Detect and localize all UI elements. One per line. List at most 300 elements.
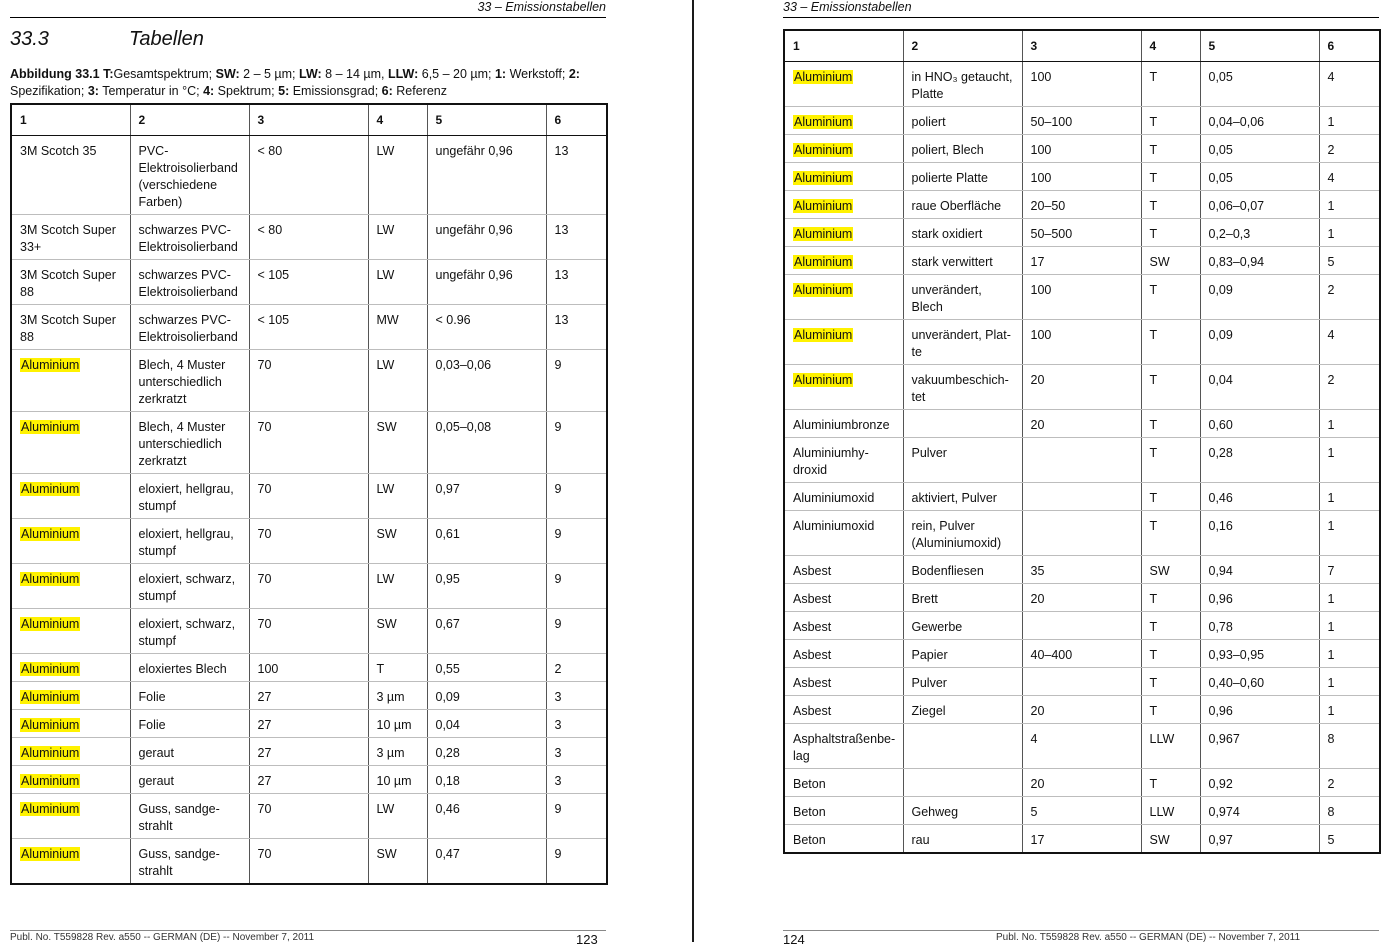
table-cell (784, 163, 903, 191)
table-cell: T (1141, 107, 1200, 135)
table-cell: Brett (903, 584, 1022, 612)
table-cell: Blech, 4 Muster unterschiedlich zerkratzt (130, 350, 249, 412)
search-highlight: Aluminium (21, 482, 80, 496)
table-cell (1022, 612, 1141, 640)
table-cell: 0,95 (427, 564, 546, 609)
table-row (784, 62, 1380, 107)
table-row (784, 556, 1380, 584)
table-cell (903, 410, 1022, 438)
table-cell: 9 (546, 564, 607, 609)
table-row (784, 584, 1380, 612)
table-cell: 70 (249, 839, 368, 885)
table-cell: T (1141, 640, 1200, 668)
table-cell: SW (368, 839, 427, 885)
table-cell: 0,05 (1200, 135, 1319, 163)
table-cell (11, 738, 130, 766)
table-cell (11, 654, 130, 682)
table-cell: T (1141, 365, 1200, 410)
table-cell: 2 (546, 654, 607, 682)
search-highlight: Aluminium (794, 328, 853, 342)
table-cell: 0,16 (1200, 511, 1319, 556)
table-cell: 4 (1319, 320, 1380, 365)
table-cell: T (1141, 668, 1200, 696)
table-row (11, 682, 607, 710)
table-row (784, 320, 1380, 365)
table-cell: LW (368, 215, 427, 260)
table-cell: 20 (1022, 769, 1141, 797)
table-cell: 100 (1022, 62, 1141, 107)
table-cell: T (1141, 483, 1200, 511)
table-cell (11, 519, 130, 564)
table-row (11, 305, 607, 350)
table-cell: stark oxidiert (903, 219, 1022, 247)
table-cell (784, 247, 903, 275)
table-cell (1022, 483, 1141, 511)
table-cell: 1 (1319, 668, 1380, 696)
table-cell: eloxiert, hellgrau, stumpf (130, 474, 249, 519)
table-cell: 13 (546, 136, 607, 215)
table-cell: vakuumbeschichtet (903, 365, 1022, 410)
table-cell: 3 µm (368, 738, 427, 766)
table-cell: Blech, 4 Muster unterschiedlich zerkratzt (130, 412, 249, 474)
table-cell: 0,04 (427, 710, 546, 738)
column-header: 5 (1200, 30, 1319, 62)
page-spine (692, 0, 694, 942)
table-cell: unverändert, Blech (903, 275, 1022, 320)
column-header: 6 (1319, 30, 1380, 62)
table-cell: T (1141, 135, 1200, 163)
table-cell (903, 769, 1022, 797)
table-cell (11, 564, 130, 609)
table-cell: ungefähr 0,96 (427, 215, 546, 260)
caption-fragment: 2 – 5 µm; (239, 67, 299, 81)
table-cell: 2 (1319, 135, 1380, 163)
table-cell: 20 (1022, 410, 1141, 438)
table-cell (11, 350, 130, 412)
table-cell: 1 (1319, 511, 1380, 556)
table-cell: 0,78 (1200, 612, 1319, 640)
table-cell: 3M Scotch Super 88 (11, 260, 130, 305)
table-cell: T (1141, 163, 1200, 191)
table-cell: 0,96 (1200, 584, 1319, 612)
search-highlight: Aluminium (21, 746, 80, 760)
table-cell (784, 365, 903, 410)
table-cell: 1 (1319, 410, 1380, 438)
table-cell: 10 µm (368, 710, 427, 738)
table-cell (1022, 511, 1141, 556)
table-cell: 1 (1319, 584, 1380, 612)
table-cell: unverändert, Platte (903, 320, 1022, 365)
table-cell: 0,06–0,07 (1200, 191, 1319, 219)
table-cell: < 105 (249, 305, 368, 350)
table-cell: 0,83–0,94 (1200, 247, 1319, 275)
table-row (11, 260, 607, 305)
table-cell: 70 (249, 412, 368, 474)
table-cell: 20 (1022, 584, 1141, 612)
table-cell: 0,05–0,08 (427, 412, 546, 474)
table-cell: 3M Scotch Super 88 (11, 305, 130, 350)
table-cell: 27 (249, 682, 368, 710)
table-cell (784, 107, 903, 135)
table-cell: stark verwittert (903, 247, 1022, 275)
table-cell: schwarzes PVC-Elektroisolierband (130, 305, 249, 350)
table-cell: schwarzes PVC-Elektroisolierband (130, 260, 249, 305)
table-cell: 8 (1319, 724, 1380, 769)
table-cell (784, 62, 903, 107)
table-cell: Pulver (903, 438, 1022, 483)
table-cell: Guss, sandgestrahlt (130, 794, 249, 839)
table-cell: geraut (130, 766, 249, 794)
table-cell: in HNO₃ getaucht, Platte (903, 62, 1022, 107)
caption-fragment: T: (99, 67, 114, 81)
table-cell: 40–400 (1022, 640, 1141, 668)
table-cell: eloxiert, schwarz, stumpf (130, 564, 249, 609)
caption-fragment: Abbildung 33.1 (10, 67, 100, 81)
table-row (784, 438, 1380, 483)
table-cell: T (1141, 438, 1200, 483)
table-cell: 2 (1319, 365, 1380, 410)
table-cell: SW (1141, 825, 1200, 854)
table-cell: SW (368, 609, 427, 654)
table-cell: T (1141, 696, 1200, 724)
table-cell: 0,47 (427, 839, 546, 885)
right-page (696, 0, 1387, 947)
table-cell: MW (368, 305, 427, 350)
caption-fragment: 2: (568, 67, 580, 81)
table-cell: LW (368, 474, 427, 519)
search-highlight: Aluminium (21, 527, 80, 541)
table-row (11, 710, 607, 738)
search-highlight: Aluminium (794, 373, 853, 387)
table-cell: 9 (546, 474, 607, 519)
table-cell (784, 135, 903, 163)
table-row (784, 769, 1380, 797)
table-cell: < 0.96 (427, 305, 546, 350)
column-header: 5 (427, 104, 546, 136)
table-cell: 0,60 (1200, 410, 1319, 438)
table-cell: rau (903, 825, 1022, 854)
table-row (11, 350, 607, 412)
table-cell: 5 (1319, 825, 1380, 854)
table-cell: raue Oberfläche (903, 191, 1022, 219)
search-highlight: Aluminium (21, 617, 80, 631)
table-cell: 4 (1022, 724, 1141, 769)
figure-caption (10, 66, 606, 100)
table-cell: 3 µm (368, 682, 427, 710)
table-cell: 1 (1319, 696, 1380, 724)
table-cell: 0,18 (427, 766, 546, 794)
caption-fragment: 6,5 – 20 µm; (418, 67, 495, 81)
table-cell: 0,61 (427, 519, 546, 564)
table-cell: Beton (784, 825, 903, 854)
table-row (11, 474, 607, 519)
table-cell: 17 (1022, 825, 1141, 854)
footer-rule (783, 930, 1379, 931)
table-cell: 1 (1319, 483, 1380, 511)
search-highlight: Aluminium (794, 255, 853, 269)
search-highlight: Aluminium (21, 690, 80, 704)
table-cell: T (1141, 769, 1200, 797)
table-cell: 0,93–0,95 (1200, 640, 1319, 668)
table-cell: 2 (1319, 769, 1380, 797)
table-cell: SW (368, 412, 427, 474)
table-row (784, 797, 1380, 825)
table-cell: 100 (249, 654, 368, 682)
table-cell: 20–50 (1022, 191, 1141, 219)
table-cell: LLW (1141, 724, 1200, 769)
table-cell: T (1141, 410, 1200, 438)
running-head: 33 – Emissionstabellen (783, 0, 1379, 18)
table-cell: T (1141, 320, 1200, 365)
column-header: 3 (1022, 30, 1141, 62)
table-cell: LLW (1141, 797, 1200, 825)
caption-fragment: SW: (215, 67, 240, 81)
caption-fragment: LLW: (387, 67, 419, 81)
table-cell: 9 (546, 839, 607, 885)
table-cell: eloxiertes Blech (130, 654, 249, 682)
table-cell: < 105 (249, 260, 368, 305)
search-highlight: Aluminium (21, 774, 80, 788)
column-header: 4 (368, 104, 427, 136)
table-cell: schwarzes PVC-Elektroisolierband (130, 215, 249, 260)
table-cell: 20 (1022, 365, 1141, 410)
table-cell (1022, 668, 1141, 696)
table-row (11, 609, 607, 654)
table-cell: 70 (249, 609, 368, 654)
caption-fragment: Gesamtspektrum; (113, 67, 216, 81)
table-cell (11, 710, 130, 738)
table-cell: < 80 (249, 215, 368, 260)
table-cell: T (1141, 584, 1200, 612)
table-cell: Ziegel (903, 696, 1022, 724)
table-cell: 1 (1319, 640, 1380, 668)
table-cell: SW (368, 519, 427, 564)
table-cell: LW (368, 794, 427, 839)
table-row (784, 219, 1380, 247)
table-cell: Asbest (784, 668, 903, 696)
table-cell: 0,55 (427, 654, 546, 682)
table-cell: 5 (1319, 247, 1380, 275)
table-cell: 0,09 (1200, 320, 1319, 365)
caption-fragment: 1: (494, 67, 507, 81)
table-cell: 0,94 (1200, 556, 1319, 584)
table-cell: 0,03–0,06 (427, 350, 546, 412)
table-cell: SW (1141, 247, 1200, 275)
caption-fragment: 8 – 14 µm, (321, 67, 388, 81)
table-cell (784, 191, 903, 219)
table-cell: 0,46 (1200, 483, 1319, 511)
table-cell: 1 (1319, 438, 1380, 483)
search-highlight: Aluminium (21, 802, 80, 816)
table-cell: 1 (1319, 612, 1380, 640)
table-cell: LW (368, 136, 427, 215)
table-cell (11, 412, 130, 474)
table-cell: T (368, 654, 427, 682)
table-row (784, 163, 1380, 191)
page-number: 123 (576, 932, 598, 947)
search-highlight: Aluminium (794, 283, 853, 297)
table-cell: 8 (1319, 797, 1380, 825)
table-cell: T (1141, 219, 1200, 247)
table-cell: LW (368, 350, 427, 412)
table-cell: 5 (1022, 797, 1141, 825)
table-cell: 0,28 (1200, 438, 1319, 483)
table-cell (11, 609, 130, 654)
caption-fragment: Spektrum; (214, 84, 279, 98)
column-header: 2 (130, 104, 249, 136)
table-cell: 50–500 (1022, 219, 1141, 247)
table-row (784, 191, 1380, 219)
table-cell: 0,09 (427, 682, 546, 710)
table-cell: ungefähr 0,96 (427, 260, 546, 305)
table-cell: poliert (903, 107, 1022, 135)
table-cell: 1 (1319, 107, 1380, 135)
table-cell: 1 (1319, 191, 1380, 219)
table-cell: 100 (1022, 275, 1141, 320)
table-cell: 17 (1022, 247, 1141, 275)
emissivity-table (10, 103, 608, 885)
table-row (11, 839, 607, 885)
table-row (784, 365, 1380, 410)
table-row (784, 696, 1380, 724)
table-cell: 13 (546, 260, 607, 305)
column-header: 4 (1141, 30, 1200, 62)
table-cell: 50–100 (1022, 107, 1141, 135)
table-cell: T (1141, 275, 1200, 320)
caption-fragment: 6: (381, 84, 393, 98)
table-cell: T (1141, 511, 1200, 556)
column-header: 1 (11, 104, 130, 136)
page-number: 124 (783, 932, 805, 947)
table-cell (1022, 438, 1141, 483)
table-cell: Beton (784, 797, 903, 825)
table-cell: 70 (249, 564, 368, 609)
table-cell: 0,92 (1200, 769, 1319, 797)
table-row (11, 738, 607, 766)
table-cell: 0,974 (1200, 797, 1319, 825)
column-header: 6 (546, 104, 607, 136)
table-cell: Pulver (903, 668, 1022, 696)
table-row (784, 275, 1380, 320)
table-cell: 0,40–0,60 (1200, 668, 1319, 696)
search-highlight: Aluminium (21, 718, 80, 732)
table-cell (11, 474, 130, 519)
table-cell: 100 (1022, 163, 1141, 191)
table-cell: Beton (784, 769, 903, 797)
running-head: 33 – Emissionstabellen (10, 0, 606, 18)
table-cell: 0,04–0,06 (1200, 107, 1319, 135)
table-cell: 0,2–0,3 (1200, 219, 1319, 247)
table-cell: 1 (1319, 219, 1380, 247)
table-cell: Aluminiumhydroxid (784, 438, 903, 483)
table-cell: 0,09 (1200, 275, 1319, 320)
caption-fragment: 5: (278, 84, 290, 98)
caption-fragment: 3: (87, 84, 99, 98)
caption-fragment: Emissionsgrad; (289, 84, 382, 98)
table-cell: Gewerbe (903, 612, 1022, 640)
footer-rule (10, 930, 606, 931)
table-row (784, 511, 1380, 556)
table-cell: LW (368, 564, 427, 609)
table-cell: eloxiert, hellgrau, stumpf (130, 519, 249, 564)
table-cell: 3 (546, 682, 607, 710)
search-highlight: Aluminium (21, 662, 80, 676)
table-cell (11, 839, 130, 885)
emissivity-table (783, 29, 1381, 854)
table-row (11, 794, 607, 839)
table-cell: SW (1141, 556, 1200, 584)
table-cell: Asphaltstraßenbelag (784, 724, 903, 769)
table-cell: < 80 (249, 136, 368, 215)
search-highlight: Aluminium (794, 143, 853, 157)
table-cell: aktiviert, Pulver (903, 483, 1022, 511)
table-row (784, 107, 1380, 135)
table-cell: 70 (249, 474, 368, 519)
table-cell: Folie (130, 682, 249, 710)
table-cell: 13 (546, 215, 607, 260)
table-row (11, 215, 607, 260)
table-cell: 70 (249, 350, 368, 412)
table-cell: 4 (1319, 163, 1380, 191)
table-cell: 9 (546, 519, 607, 564)
table-cell: Asbest (784, 696, 903, 724)
column-header: 2 (903, 30, 1022, 62)
table-row (784, 483, 1380, 511)
table-cell: Aluminiumoxid (784, 483, 903, 511)
table-row (11, 519, 607, 564)
table-cell: 3 (546, 738, 607, 766)
table-cell: 0,96 (1200, 696, 1319, 724)
caption-fragment: Werkstoff; (506, 67, 569, 81)
table-cell: geraut (130, 738, 249, 766)
table-row (784, 410, 1380, 438)
search-highlight: Aluminium (21, 572, 80, 586)
table-cell: 0,05 (1200, 163, 1319, 191)
table-cell: 20 (1022, 696, 1141, 724)
table-cell: 0,46 (427, 794, 546, 839)
table-cell: 0,05 (1200, 62, 1319, 107)
table-cell: 13 (546, 305, 607, 350)
table-cell: 100 (1022, 135, 1141, 163)
table-cell: 9 (546, 609, 607, 654)
table-cell: Bodenfliesen (903, 556, 1022, 584)
table-cell (903, 724, 1022, 769)
table-cell: 27 (249, 710, 368, 738)
table-cell: rein, Pulver (Aluminiumoxid) (903, 511, 1022, 556)
table-row (784, 135, 1380, 163)
table-row (784, 612, 1380, 640)
table-cell (784, 219, 903, 247)
table-cell: Asbest (784, 640, 903, 668)
table-cell: 9 (546, 794, 607, 839)
table-cell: 0,97 (1200, 825, 1319, 854)
table-cell: poliert, Blech (903, 135, 1022, 163)
table-row (784, 724, 1380, 769)
table-cell: 3M Scotch 35 (11, 136, 130, 215)
column-header: 1 (784, 30, 903, 62)
search-highlight: Aluminium (794, 115, 853, 129)
table-cell: 0,967 (1200, 724, 1319, 769)
table-row (784, 247, 1380, 275)
table-row (11, 412, 607, 474)
table-cell: LW (368, 260, 427, 305)
table-cell: PVC-Elektroisolierband (verschiedene Farben) (130, 136, 249, 215)
caption-fragment: Spezifikation; (10, 84, 88, 98)
search-highlight: Aluminium (794, 199, 853, 213)
table-cell: 27 (249, 738, 368, 766)
table-cell: Asbest (784, 556, 903, 584)
search-highlight: Aluminium (21, 358, 80, 372)
